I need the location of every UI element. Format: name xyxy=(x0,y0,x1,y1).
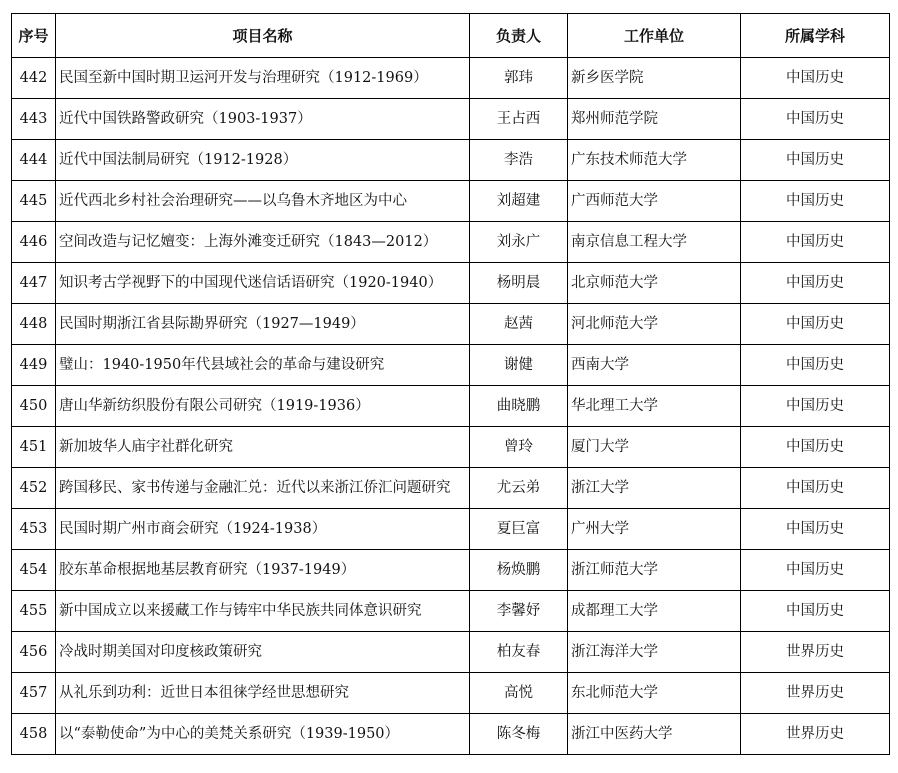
subject-cell: 中国历史 xyxy=(741,222,890,263)
project-name-cell: 空间改造与记忆嬗变：上海外滩变迁研究（1843—2012） xyxy=(56,222,470,263)
subject-cell: 世界历史 xyxy=(741,632,890,673)
table-row xyxy=(12,304,890,345)
serial-cell: 451 xyxy=(12,427,56,468)
unit-cell: 西南大学 xyxy=(568,345,741,386)
header-person: 负责人 xyxy=(470,14,568,58)
person-cell: 杨焕鹏 xyxy=(470,550,568,591)
unit-cell: 浙江大学 xyxy=(568,468,741,509)
table-row xyxy=(12,632,890,673)
serial-cell: 455 xyxy=(12,591,56,632)
subject-cell: 中国历史 xyxy=(741,386,890,427)
serial-cell: 448 xyxy=(12,304,56,345)
subject-cell: 中国历史 xyxy=(741,591,890,632)
unit-cell: 郑州师范学院 xyxy=(568,99,741,140)
header-row xyxy=(12,14,890,58)
project-name-cell: 唐山华新纺织股份有限公司研究（1919-1936） xyxy=(56,386,470,427)
unit-cell: 北京师范大学 xyxy=(568,263,741,304)
subject-cell: 世界历史 xyxy=(741,714,890,755)
unit-cell: 厦门大学 xyxy=(568,427,741,468)
person-cell: 赵茜 xyxy=(470,304,568,345)
serial-cell: 452 xyxy=(12,468,56,509)
unit-cell: 东北师范大学 xyxy=(568,673,741,714)
table-row xyxy=(12,222,890,263)
project-name-cell: 璧山：1940-1950年代县域社会的革命与建设研究 xyxy=(56,345,470,386)
header-project-name: 项目名称 xyxy=(56,14,470,58)
project-name-cell: 民国至新中国时期卫运河开发与治理研究（1912-1969） xyxy=(56,58,470,99)
table-row xyxy=(12,673,890,714)
unit-cell: 浙江中医药大学 xyxy=(568,714,741,755)
serial-cell: 442 xyxy=(12,58,56,99)
unit-cell: 广西师范大学 xyxy=(568,181,741,222)
person-cell: 谢健 xyxy=(470,345,568,386)
person-cell: 杨明晨 xyxy=(470,263,568,304)
subject-cell: 中国历史 xyxy=(741,550,890,591)
table-row xyxy=(12,591,890,632)
unit-cell: 南京信息工程大学 xyxy=(568,222,741,263)
subject-cell: 中国历史 xyxy=(741,345,890,386)
serial-cell: 446 xyxy=(12,222,56,263)
project-name-cell: 近代中国铁路警政研究（1903-1937） xyxy=(56,99,470,140)
table-row xyxy=(12,58,890,99)
person-cell: 刘超建 xyxy=(470,181,568,222)
project-name-cell: 民国时期广州市商会研究（1924-1938） xyxy=(56,509,470,550)
unit-cell: 浙江海洋大学 xyxy=(568,632,741,673)
table-row xyxy=(12,509,890,550)
project-table xyxy=(11,13,890,755)
table-row xyxy=(12,427,890,468)
person-cell: 李馨妤 xyxy=(470,591,568,632)
project-name-cell: 新加坡华人庙宇社群化研究 xyxy=(56,427,470,468)
serial-cell: 445 xyxy=(12,181,56,222)
subject-cell: 中国历史 xyxy=(741,58,890,99)
project-name-cell: 近代西北乡村社会治理研究——以乌鲁木齐地区为中心 xyxy=(56,181,470,222)
subject-cell: 中国历史 xyxy=(741,427,890,468)
project-name-cell: 冷战时期美国对印度核政策研究 xyxy=(56,632,470,673)
table-row xyxy=(12,468,890,509)
serial-cell: 454 xyxy=(12,550,56,591)
unit-cell: 浙江师范大学 xyxy=(568,550,741,591)
project-name-cell: 从礼乐到功利：近世日本徂徕学经世思想研究 xyxy=(56,673,470,714)
table-row xyxy=(12,714,890,755)
serial-cell: 450 xyxy=(12,386,56,427)
table-row xyxy=(12,263,890,304)
table-row xyxy=(12,140,890,181)
subject-cell: 中国历史 xyxy=(741,468,890,509)
subject-cell: 世界历史 xyxy=(741,673,890,714)
serial-cell: 447 xyxy=(12,263,56,304)
person-cell: 柏友春 xyxy=(470,632,568,673)
person-cell: 陈冬梅 xyxy=(470,714,568,755)
serial-cell: 443 xyxy=(12,99,56,140)
table-row xyxy=(12,99,890,140)
person-cell: 刘永广 xyxy=(470,222,568,263)
subject-cell: 中国历史 xyxy=(741,304,890,345)
person-cell: 高悦 xyxy=(470,673,568,714)
project-name-cell: 跨国移民、家书传递与金融汇兑：近代以来浙江侨汇问题研究 xyxy=(56,468,470,509)
serial-cell: 449 xyxy=(12,345,56,386)
project-name-cell: 知识考古学视野下的中国现代迷信话语研究（1920-1940） xyxy=(56,263,470,304)
subject-cell: 中国历史 xyxy=(741,99,890,140)
project-name-cell: 胶东革命根据地基层教育研究（1937-1949） xyxy=(56,550,470,591)
project-name-cell: 近代中国法制局研究（1912-1928） xyxy=(56,140,470,181)
table-row xyxy=(12,550,890,591)
table-row xyxy=(12,345,890,386)
serial-cell: 458 xyxy=(12,714,56,755)
header-serial: 序号 xyxy=(12,14,56,58)
unit-cell: 新乡医学院 xyxy=(568,58,741,99)
person-cell: 郭玮 xyxy=(470,58,568,99)
serial-cell: 453 xyxy=(12,509,56,550)
serial-cell: 444 xyxy=(12,140,56,181)
unit-cell: 广州大学 xyxy=(568,509,741,550)
unit-cell: 华北理工大学 xyxy=(568,386,741,427)
serial-cell: 457 xyxy=(12,673,56,714)
project-name-cell: 民国时期浙江省县际勘界研究（1927—1949） xyxy=(56,304,470,345)
subject-cell: 中国历史 xyxy=(741,509,890,550)
unit-cell: 成都理工大学 xyxy=(568,591,741,632)
header-subject: 所属学科 xyxy=(741,14,890,58)
subject-cell: 中国历史 xyxy=(741,140,890,181)
person-cell: 曾玲 xyxy=(470,427,568,468)
project-name-cell: 新中国成立以来援藏工作与铸牢中华民族共同体意识研究 xyxy=(56,591,470,632)
person-cell: 王占西 xyxy=(470,99,568,140)
header-unit: 工作单位 xyxy=(568,14,741,58)
person-cell: 夏巨富 xyxy=(470,509,568,550)
unit-cell: 河北师范大学 xyxy=(568,304,741,345)
serial-cell: 456 xyxy=(12,632,56,673)
subject-cell: 中国历史 xyxy=(741,181,890,222)
project-name-cell: 以“泰勒使命”为中心的美梵关系研究（1939-1950） xyxy=(56,714,470,755)
unit-cell: 广东技术师范大学 xyxy=(568,140,741,181)
subject-cell: 中国历史 xyxy=(741,263,890,304)
table-row xyxy=(12,386,890,427)
person-cell: 尤云弟 xyxy=(470,468,568,509)
person-cell: 曲晓鹏 xyxy=(470,386,568,427)
person-cell: 李浩 xyxy=(470,140,568,181)
table-row xyxy=(12,181,890,222)
